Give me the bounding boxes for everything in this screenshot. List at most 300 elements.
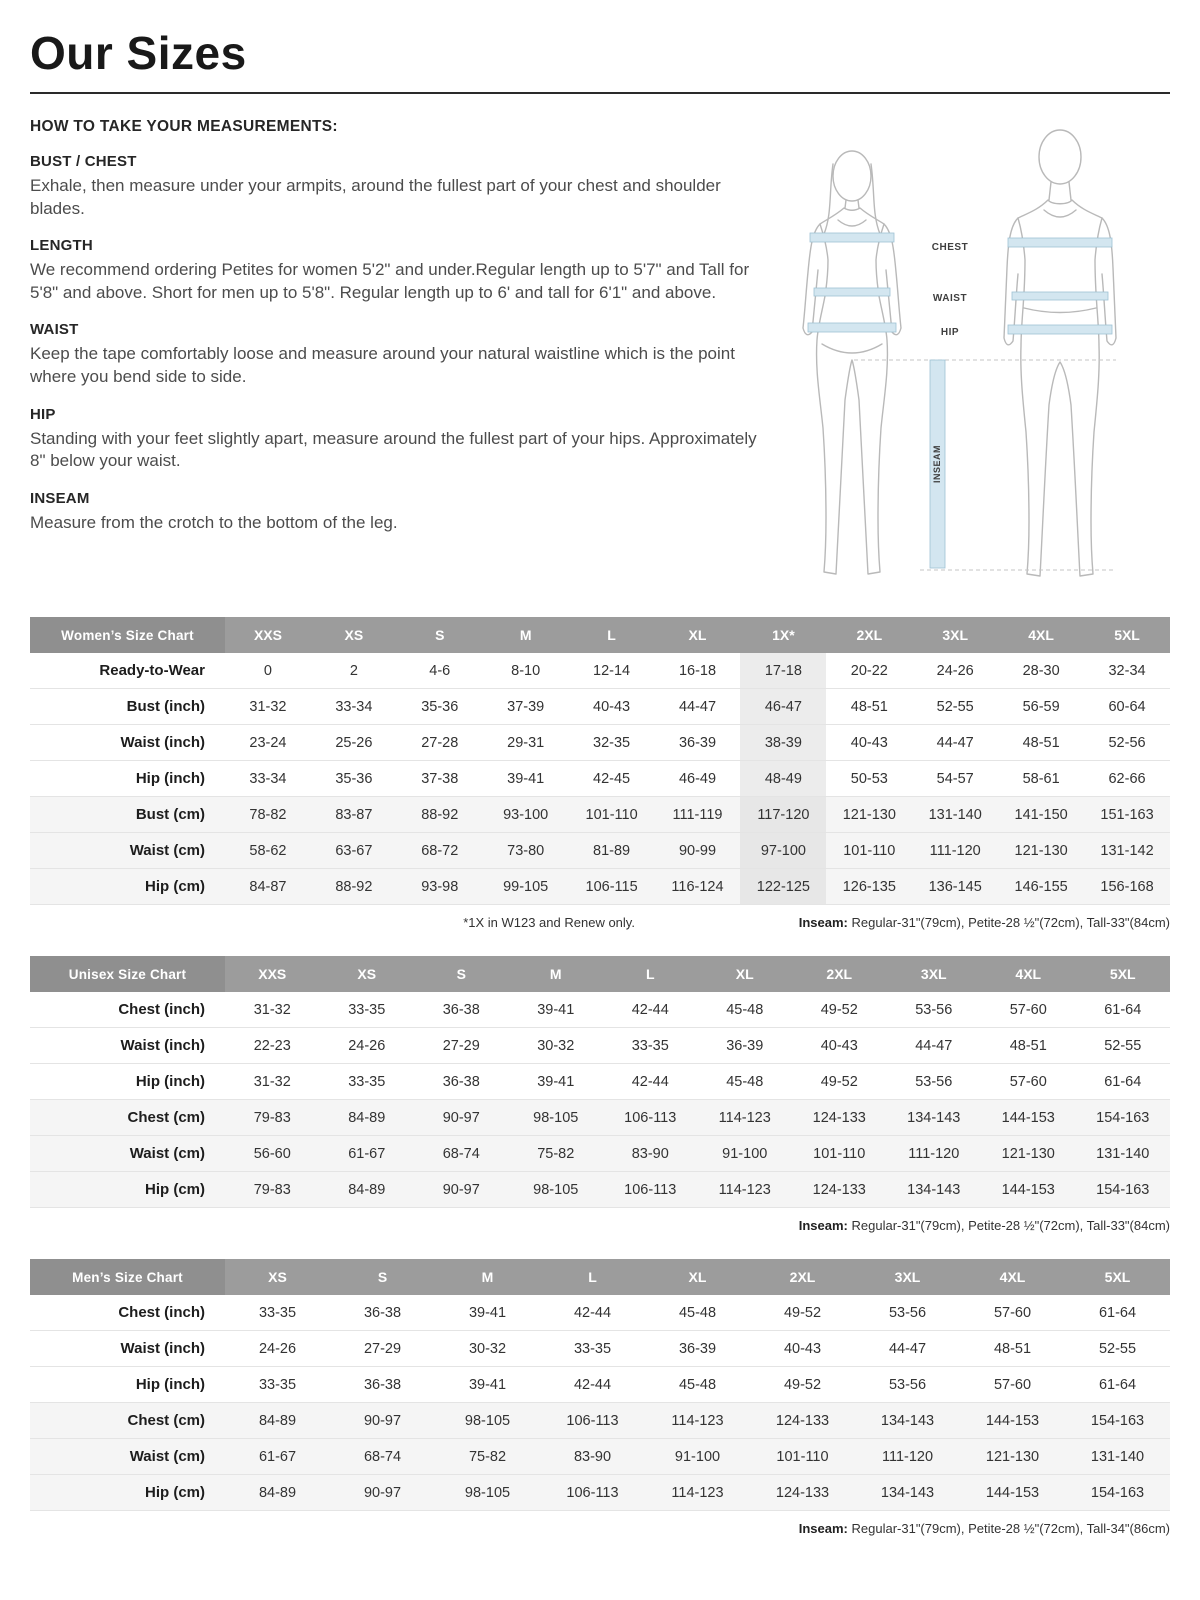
- row-label: Waist (cm): [30, 833, 225, 869]
- size-cell: 22-23: [253, 1037, 291, 1054]
- size-cell: 90-97: [414, 1100, 509, 1136]
- section-inseam: [30, 490, 765, 535]
- size-cell: 49-52: [820, 1073, 858, 1090]
- page-title: Our Sizes: [30, 27, 247, 79]
- section-body: Standing with your feet slightly apart, measure around the fullest part of your hips. Approximately 8" below your waist.: [30, 428, 757, 471]
- size-cell: 31-32: [249, 698, 287, 715]
- size-cell: 88-92: [311, 869, 397, 905]
- size-cell: 49-52: [820, 1001, 858, 1018]
- size-cell: 134-143: [855, 1475, 960, 1511]
- size-cell: 78-82: [225, 797, 311, 833]
- size-cell: 58-61: [1022, 770, 1060, 787]
- size-cell: 42-44: [573, 1376, 612, 1393]
- size-cell: 39-41: [468, 1376, 507, 1393]
- size-cell: 36-39: [678, 734, 717, 751]
- size-cell: 28-30: [1022, 662, 1060, 679]
- size-cell: 24-26: [348, 1037, 386, 1054]
- header-row: [30, 617, 1170, 653]
- size-cell: 36-38: [363, 1376, 402, 1393]
- column-header: 4XL: [960, 1259, 1065, 1295]
- size-cell: 154-163: [1065, 1475, 1170, 1511]
- section-body: We recommend ordering Petites for women 5'2" and under.Regular length up to 5'7" and Tall for 5'8" and above. Short for men up to 5'8". Regular length up to 6' and tall for 6'1" and above.: [30, 260, 750, 302]
- hip-label: HIP: [940, 327, 960, 338]
- row-label: Hip (cm): [30, 1172, 225, 1208]
- footnote-row: [30, 915, 1170, 930]
- table-row: [30, 1136, 1170, 1172]
- size-cell: 44-47: [936, 734, 974, 751]
- title-divider: [30, 92, 1170, 94]
- size-cell: 42-44: [631, 1073, 669, 1090]
- size-cell: 114-123: [698, 1100, 793, 1136]
- size-cell: 83-87: [311, 797, 397, 833]
- size-cell: 33-35: [631, 1037, 669, 1054]
- size-cell: 48-49: [740, 761, 826, 797]
- size-cell: 101-110: [750, 1439, 855, 1475]
- section-bust-chest: [30, 153, 765, 220]
- column-header: 2XL: [750, 1259, 855, 1295]
- section-title: LENGTH: [30, 237, 93, 255]
- size-cell: 44-47: [678, 698, 717, 715]
- column-header: XL: [655, 617, 741, 653]
- size-cell: 131-142: [1084, 833, 1170, 869]
- size-cell: 75-82: [509, 1136, 604, 1172]
- womens-size-chart: [30, 617, 1170, 905]
- size-cell: 106-113: [603, 1100, 698, 1136]
- size-cell: 98-105: [509, 1172, 604, 1208]
- column-header: 5XL: [1076, 956, 1171, 992]
- size-cell: 20-22: [850, 662, 888, 679]
- size-cell: 97-100: [740, 833, 826, 869]
- row-label: Chest (inch): [118, 1001, 205, 1018]
- section-length: [30, 237, 765, 304]
- section-waist: [30, 321, 765, 388]
- table-row: [30, 869, 1170, 905]
- female-hair-right: [871, 164, 880, 234]
- size-cell: 61-67: [225, 1439, 330, 1475]
- column-header: XS: [311, 617, 397, 653]
- size-cell: 39-41: [537, 1001, 575, 1018]
- size-cell: 61-64: [1104, 1073, 1142, 1090]
- size-cell: 54-57: [936, 770, 974, 787]
- size-cell: 8-10: [511, 662, 541, 679]
- table-row: [30, 689, 1170, 725]
- table-row: [30, 1331, 1170, 1367]
- column-header: L: [603, 956, 698, 992]
- size-cell: 40-43: [850, 734, 888, 751]
- size-cell: 106-113: [540, 1475, 645, 1511]
- footnote-row: [30, 1521, 1170, 1536]
- table-row: [30, 992, 1170, 1028]
- column-header: 2XL: [826, 617, 912, 653]
- size-cell: 73-80: [483, 833, 569, 869]
- section-body: Keep the tape comfortably loose and measure around your natural waistline which is the point where you bend side to side.: [30, 344, 735, 387]
- size-cell: 32-35: [593, 734, 631, 751]
- column-header: 2XL: [792, 956, 887, 992]
- mens-size-chart-block: [30, 1259, 1170, 1536]
- size-cell: 42-45: [593, 770, 631, 787]
- size-cell: 106-115: [569, 869, 655, 905]
- size-cell: 27-29: [442, 1037, 480, 1054]
- size-cell: 44-47: [915, 1037, 953, 1054]
- size-cell: 49-52: [783, 1304, 822, 1321]
- column-header: S: [330, 1259, 435, 1295]
- size-cell: 53-56: [915, 1073, 953, 1090]
- size-cell: 35-36: [335, 770, 373, 787]
- size-cell: 62-66: [1108, 770, 1146, 787]
- female-head-outline: [833, 151, 871, 201]
- mens-size-chart: [30, 1259, 1170, 1511]
- size-cell: 52-55: [936, 698, 974, 715]
- size-cell: 90-97: [330, 1475, 435, 1511]
- row-label: Hip (inch): [135, 770, 205, 787]
- male-head-outline: [1039, 130, 1081, 184]
- size-cell: 111-120: [887, 1136, 982, 1172]
- size-cell: 68-72: [397, 833, 483, 869]
- size-cell: 37-38: [421, 770, 459, 787]
- size-cell: 101-110: [569, 797, 655, 833]
- column-header: XS: [225, 1259, 330, 1295]
- size-cell: 48-51: [850, 698, 888, 715]
- size-cell: 40-43: [593, 698, 631, 715]
- size-cell: 134-143: [855, 1403, 960, 1439]
- column-header: L: [540, 1259, 645, 1295]
- size-cell: 56-59: [1022, 698, 1060, 715]
- size-cell: 46-49: [678, 770, 717, 787]
- table-title: Women’s Size Chart: [30, 617, 225, 653]
- size-cell: 53-56: [888, 1376, 927, 1393]
- size-cell: 84-89: [225, 1403, 330, 1439]
- size-cell: 61-67: [320, 1136, 415, 1172]
- row-label: Chest (inch): [118, 1304, 205, 1321]
- size-cell: 24-26: [258, 1340, 297, 1357]
- size-cell: 79-83: [225, 1172, 320, 1208]
- table-row: [30, 1439, 1170, 1475]
- table-row: [30, 1028, 1170, 1064]
- size-cell: 84-87: [225, 869, 311, 905]
- table-row: [30, 761, 1170, 797]
- size-cell: 124-133: [792, 1100, 887, 1136]
- header-row: [30, 956, 1170, 992]
- column-header: XL: [645, 1259, 750, 1295]
- size-cell: 35-36: [421, 698, 459, 715]
- table-row: [30, 725, 1170, 761]
- size-cell: 111-120: [855, 1439, 960, 1475]
- size-cell: 42-44: [631, 1001, 669, 1018]
- size-cell: 63-67: [311, 833, 397, 869]
- size-cell: 68-74: [330, 1439, 435, 1475]
- column-header: 3XL: [887, 956, 982, 992]
- size-charts: [30, 617, 1170, 1536]
- table-row: [30, 1295, 1170, 1331]
- size-cell: 31-32: [253, 1073, 291, 1090]
- size-cell: 33-34: [249, 770, 287, 787]
- size-cell: 58-62: [225, 833, 311, 869]
- table-row: [30, 1403, 1170, 1439]
- size-cell: 91-100: [645, 1439, 750, 1475]
- size-cell: 134-143: [887, 1172, 982, 1208]
- size-cell: 84-89: [225, 1475, 330, 1511]
- size-cell: 53-56: [888, 1304, 927, 1321]
- size-cell: 53-56: [915, 1001, 953, 1018]
- size-cell: 39-41: [468, 1304, 507, 1321]
- table-title: Men’s Size Chart: [30, 1259, 225, 1295]
- measurement-instructions: [30, 118, 765, 534]
- size-cell: 117-120: [740, 797, 826, 833]
- column-header: M: [509, 956, 604, 992]
- footnote-inseam: Inseam: Regular-31"(79cm), Petite-28 ½"(72cm), Tall-33"(84cm): [798, 915, 1170, 930]
- footnote-inseam: Inseam: Regular-31"(79cm), Petite-28 ½"(72cm), Tall-34"(86cm): [798, 1521, 1170, 1536]
- size-cell: 48-51: [1022, 734, 1060, 751]
- column-header: 5XL: [1065, 1259, 1170, 1295]
- female-hip-band: [808, 323, 896, 332]
- size-cell: 111-119: [655, 797, 741, 833]
- size-cell: 32-34: [1108, 662, 1146, 679]
- size-cell: 114-123: [698, 1172, 793, 1208]
- female-neckline: [838, 220, 866, 226]
- size-cell: 111-120: [912, 833, 998, 869]
- measurement-diagram: [770, 118, 1170, 603]
- column-header: S: [397, 617, 483, 653]
- size-cell: 81-89: [569, 833, 655, 869]
- size-cell: 84-89: [320, 1100, 415, 1136]
- size-cell: 45-48: [678, 1376, 717, 1393]
- column-header: L: [569, 617, 655, 653]
- size-cell: 45-48: [678, 1304, 717, 1321]
- size-cell: 36-38: [442, 1001, 480, 1018]
- size-cell: 131-140: [1076, 1136, 1171, 1172]
- size-cell: 33-35: [258, 1376, 297, 1393]
- row-label: Hip (inch): [135, 1376, 205, 1393]
- male-shirt-hem: [1024, 308, 1096, 313]
- size-cell: 30-32: [468, 1340, 507, 1357]
- male-body-outline: [1018, 200, 1102, 576]
- size-cell: 79-83: [225, 1100, 320, 1136]
- column-header: 4XL: [998, 617, 1084, 653]
- size-cell: 68-74: [414, 1136, 509, 1172]
- size-cell: 144-153: [960, 1475, 1065, 1511]
- size-cell: 38-39: [740, 725, 826, 761]
- size-cell: 93-98: [397, 869, 483, 905]
- column-header: 3XL: [855, 1259, 960, 1295]
- size-cell: 24-26: [936, 662, 974, 679]
- female-chest-band: [810, 233, 894, 242]
- row-label: Waist (cm): [30, 1136, 225, 1172]
- table-row: [30, 653, 1170, 689]
- size-cell: 52-56: [1108, 734, 1146, 751]
- footnote-row: [30, 1218, 1170, 1233]
- row-label: Ready-to-Wear: [99, 662, 205, 679]
- size-cell: 50-53: [850, 770, 888, 787]
- row-label: Bust (cm): [30, 797, 225, 833]
- size-cell: 33-35: [573, 1340, 612, 1357]
- size-cell: 154-163: [1076, 1172, 1171, 1208]
- size-cell: 45-48: [726, 1001, 764, 1018]
- size-cell: 144-153: [981, 1100, 1076, 1136]
- size-cell: 101-110: [792, 1136, 887, 1172]
- size-cell: 30-32: [537, 1037, 575, 1054]
- size-cell: 99-105: [483, 869, 569, 905]
- size-cell: 106-113: [603, 1172, 698, 1208]
- size-cell: 27-29: [363, 1340, 402, 1357]
- header-row: [30, 1259, 1170, 1295]
- size-cell: 116-124: [655, 869, 741, 905]
- size-cell: 90-99: [655, 833, 741, 869]
- section-title: WAIST: [30, 321, 79, 339]
- size-cell: 114-123: [645, 1403, 750, 1439]
- row-label: Bust (inch): [126, 698, 205, 715]
- size-cell: 98-105: [435, 1403, 540, 1439]
- column-header: M: [435, 1259, 540, 1295]
- section-body: Measure from the crotch to the bottom of the leg.: [30, 512, 398, 532]
- size-cell: 42-44: [573, 1304, 612, 1321]
- size-cell: 156-168: [1084, 869, 1170, 905]
- size-cell: 154-163: [1076, 1100, 1171, 1136]
- size-cell: 60-64: [1108, 698, 1146, 715]
- size-cell: 124-133: [750, 1403, 855, 1439]
- column-header: 4XL: [981, 956, 1076, 992]
- size-cell: 75-82: [435, 1439, 540, 1475]
- size-cell: 40-43: [783, 1340, 822, 1357]
- size-cell: 57-60: [1009, 1001, 1047, 1018]
- size-cell: 90-97: [414, 1172, 509, 1208]
- male-chest-band: [1008, 238, 1112, 247]
- female-brief-line: [822, 344, 882, 353]
- female-waist-band: [814, 288, 890, 296]
- size-cell: 121-130: [960, 1439, 1065, 1475]
- size-cell: 0: [263, 662, 272, 679]
- size-cell: 48-51: [993, 1340, 1032, 1357]
- size-cell: 29-31: [507, 734, 545, 751]
- column-header: S: [414, 956, 509, 992]
- table-row: [30, 1064, 1170, 1100]
- measurement-figures-illustration: [770, 120, 1170, 598]
- table-row: [30, 833, 1170, 869]
- unisex-size-chart: [30, 956, 1170, 1208]
- size-cell: 114-123: [645, 1475, 750, 1511]
- table-row: [30, 1100, 1170, 1136]
- column-header: 3XL: [912, 617, 998, 653]
- column-header: XXS: [225, 617, 311, 653]
- table-row: [30, 797, 1170, 833]
- size-cell: 33-35: [348, 1001, 386, 1018]
- size-cell: 44-47: [888, 1340, 927, 1357]
- size-cell: 124-133: [792, 1172, 887, 1208]
- size-cell: 52-55: [1098, 1340, 1137, 1357]
- womens-size-chart-block: [30, 617, 1170, 930]
- size-cell: 33-34: [335, 698, 373, 715]
- row-label: Waist (cm): [30, 1439, 225, 1475]
- size-cell: 49-52: [783, 1376, 822, 1393]
- size-cell: 93-100: [483, 797, 569, 833]
- size-cell: 146-155: [998, 869, 1084, 905]
- size-cell: 2: [349, 662, 358, 679]
- size-cell: 46-47: [740, 689, 826, 725]
- female-body-outline: [817, 208, 888, 574]
- section-body: Exhale, then measure under your armpits, around the fullest part of your chest and shoulder blades.: [30, 176, 721, 218]
- row-label: Waist (inch): [120, 734, 205, 751]
- table-row: [30, 1172, 1170, 1208]
- size-cell: 17-18: [740, 653, 826, 689]
- size-cell: 84-89: [320, 1172, 415, 1208]
- size-cell: 61-64: [1098, 1376, 1137, 1393]
- size-cell: 12-14: [593, 662, 631, 679]
- footnote-asterisk: *1X in W123 and Renew only.: [463, 915, 635, 930]
- size-cell: 83-90: [603, 1136, 698, 1172]
- row-label: Waist (inch): [120, 1037, 205, 1054]
- size-cell: 25-26: [335, 734, 373, 751]
- size-cell: 23-24: [249, 734, 287, 751]
- size-cell: 134-143: [887, 1100, 982, 1136]
- size-cell: 57-60: [1009, 1073, 1047, 1090]
- row-label: Waist (inch): [120, 1340, 205, 1357]
- size-cell: 4-6: [429, 662, 451, 679]
- size-cell: 144-153: [960, 1403, 1065, 1439]
- size-cell: 33-35: [258, 1304, 297, 1321]
- row-label: Hip (cm): [30, 869, 225, 905]
- size-cell: 61-64: [1098, 1304, 1137, 1321]
- waist-label: WAIST: [932, 293, 968, 304]
- row-label: Chest (cm): [30, 1403, 225, 1439]
- row-label: Hip (cm): [30, 1475, 225, 1511]
- size-cell: 83-90: [540, 1439, 645, 1475]
- size-cell: 106-113: [540, 1403, 645, 1439]
- male-hip-band: [1008, 325, 1112, 334]
- size-cell: 36-39: [726, 1037, 764, 1054]
- instructions-heading: HOW TO TAKE YOUR MEASUREMENTS:: [30, 118, 338, 135]
- size-cell: 57-60: [993, 1304, 1032, 1321]
- footnote-inseam: Inseam: Regular-31"(79cm), Petite-28 ½"(72cm), Tall-33"(84cm): [798, 1218, 1170, 1233]
- section-title: BUST / CHEST: [30, 153, 137, 170]
- size-cell: 98-105: [509, 1100, 604, 1136]
- section-title: HIP: [30, 405, 56, 423]
- size-cell: 36-38: [442, 1073, 480, 1090]
- size-cell: 141-150: [998, 797, 1084, 833]
- size-cell: 131-140: [912, 797, 998, 833]
- size-cell: 57-60: [993, 1376, 1032, 1393]
- size-cell: 40-43: [820, 1037, 858, 1054]
- top-section: [30, 118, 1170, 603]
- size-cell: 121-130: [826, 797, 912, 833]
- size-cell: 124-133: [750, 1475, 855, 1511]
- size-cell: 88-92: [397, 797, 483, 833]
- column-header: XL: [698, 956, 793, 992]
- size-cell: 131-140: [1065, 1439, 1170, 1475]
- size-cell: 91-100: [698, 1136, 793, 1172]
- section-title: INSEAM: [30, 489, 90, 507]
- size-cell: 27-28: [421, 734, 459, 751]
- size-cell: 122-125: [740, 869, 826, 905]
- size-cell: 36-39: [678, 1340, 717, 1357]
- column-header: 1X*: [740, 617, 826, 653]
- size-cell: 136-145: [912, 869, 998, 905]
- size-cell: 31-32: [253, 1001, 291, 1018]
- table-title: Unisex Size Chart: [30, 956, 225, 992]
- size-cell: 90-97: [330, 1403, 435, 1439]
- inseam-label: INSEAM: [932, 444, 942, 484]
- size-cell: 37-39: [507, 698, 545, 715]
- table-row: [30, 1475, 1170, 1511]
- table-row: [30, 1367, 1170, 1403]
- male-neckline: [1044, 210, 1076, 217]
- size-cell: 151-163: [1084, 797, 1170, 833]
- size-cell: 33-35: [348, 1073, 386, 1090]
- unisex-size-chart-block: [30, 956, 1170, 1233]
- size-cell: 98-105: [435, 1475, 540, 1511]
- size-cell: 144-153: [981, 1172, 1076, 1208]
- row-label: Hip (inch): [135, 1073, 205, 1090]
- section-hip: [30, 406, 765, 473]
- size-cell: 101-110: [826, 833, 912, 869]
